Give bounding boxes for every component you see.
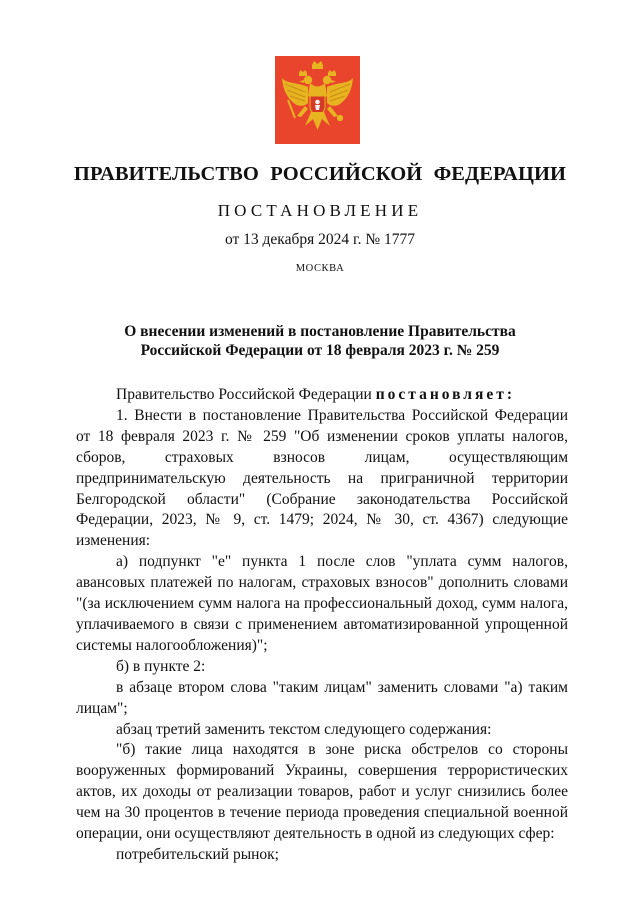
intro-action: постановляет:: [375, 386, 516, 403]
intro-paragraph: [76, 385, 568, 406]
coat-of-arms-icon: [275, 56, 360, 144]
document-type: ПОСТАНОВЛЕНИЕ: [217, 201, 423, 220]
paragraph-7: потребительский рынок;: [116, 845, 279, 863]
city-name: МОСКВА: [295, 263, 345, 274]
paragraph-3: б) в пункте 2:: [116, 657, 206, 675]
intro-text: Правительство Российской Федерации: [116, 386, 376, 403]
document-subject: [0, 322, 640, 360]
document-body: [76, 385, 568, 866]
subject-line-2: Российской Федерации от 18 февраля 2023 г. № 259: [140, 342, 500, 359]
government-title: ПРАВИТЕЛЬСТВО РОССИЙСКОЙ ФЕДЕРАЦИИ: [73, 163, 567, 185]
decree-date-number: от 13 декабря 2024 г. № 1777: [224, 231, 416, 248]
paragraph-5: абзац третий заменить текстом следующего содержания:: [116, 720, 492, 738]
paragraph-4: в абзаце втором слова "таким лицам" заменить словами "а) таким лицам";: [76, 678, 568, 717]
paragraph-2: а) подпункт "е" пункта 1 после слов "уплата сумм налогов, авансовых платежей по налогам, страховых взносов" дополнить словами "(за исключением сумм налога на профессиональный доход, сумм налога, уплачиваемого в связи с применением автоматизированной упрощенной системы налогообложения)";: [76, 553, 568, 654]
paragraph-6: "б) такие лица находятся в зоне риска обстрелов со стороны вооруженных формирований Украины, совершения террористических актов, их доходы от реализации товаров, работ и услуг снизились более чем на 30 процентов в течение периода проведения специальной военной операции, они осуществляют деятельность в одной из следующих сфер:: [76, 741, 568, 843]
paragraph-1: 1. Внести в постановление Правительства Российской Федерации от 18 февраля 2023 г. № 259 "Об изменении сроков уплаты налогов, сборов, страховых взносов лицам, осуществляющим предпринимательскую деятельность на приграничной территории Белгородской области" (Собрание законодательства Российской Федерации, 2023, № 9, ст. 1479; 2024, № 30, ст. 4367) следующие изменения:: [76, 406, 568, 550]
subject-line-1: О внесении изменений в постановление Правительства: [124, 323, 516, 340]
